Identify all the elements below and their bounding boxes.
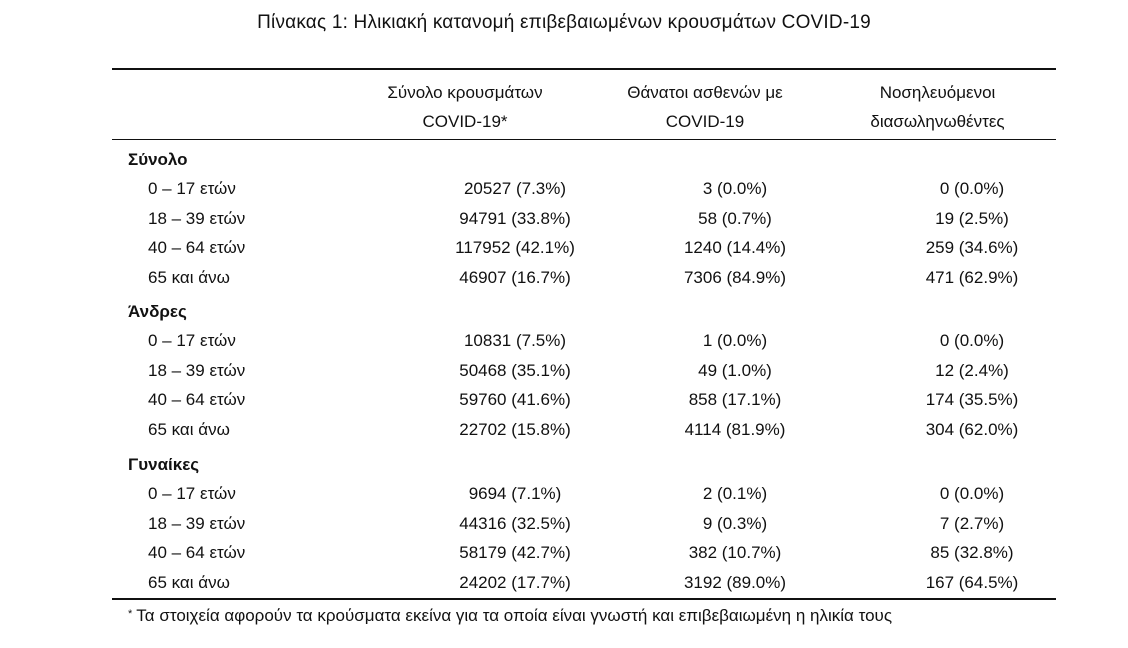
header-line: Θάνατοι ασθενών με xyxy=(627,83,783,102)
header-line: Σύνολο κρουσμάτων xyxy=(387,83,543,102)
cases-cell: 24202 (17.7%) xyxy=(459,572,571,592)
cases-cell: 59760 (41.6%) xyxy=(459,390,571,410)
age-label: 18 – 39 ετών xyxy=(148,513,246,533)
deaths-cell: 58 (0.7%) xyxy=(698,208,772,228)
cases-cell: 58179 (42.7%) xyxy=(459,543,571,563)
intubated-cell: 7 (2.7%) xyxy=(939,513,1005,533)
cases-cell: 117952 (42.1%) xyxy=(455,238,575,258)
age-label: 40 – 64 ετών xyxy=(148,390,246,410)
table-row xyxy=(112,479,1056,508)
group-heading: Σύνολο xyxy=(128,150,188,169)
deaths-cell: 4114 (81.9%) xyxy=(684,419,786,439)
table-row xyxy=(112,568,1056,597)
age-label: 0 – 17 ετών xyxy=(148,331,236,350)
header-total-cases xyxy=(355,78,575,136)
deaths-cell: 49 (1.0%) xyxy=(698,360,772,380)
intubated-cell: 471 (62.9%) xyxy=(925,267,1019,287)
deaths-cell: 2 (0.1%) xyxy=(702,484,768,503)
deaths-cell: 3192 (89.0%) xyxy=(683,572,787,592)
header-line: COVID-19 xyxy=(665,112,745,131)
group-heading: Άνδρες xyxy=(128,302,187,321)
intubated-cell: 259 (34.6%) xyxy=(925,238,1019,258)
group-heading: Γυναίκες xyxy=(128,455,200,474)
age-label: 18 – 39 ετών xyxy=(148,208,246,228)
table-row xyxy=(112,204,1056,233)
cases-cell: 94791 (33.8%) xyxy=(459,208,571,228)
age-label: 40 – 64 ετών xyxy=(148,238,246,258)
footnote-text: Τα στοιχεία αφορούν τα κρούσματα εκείνα για τα οποία είναι γνωστή και επιβεβαιωμένη η ηλικία τους xyxy=(136,606,893,625)
table-row xyxy=(112,509,1056,538)
cases-cell: 10831 (7.5%) xyxy=(463,331,567,350)
deaths-cell: 382 (10.7%) xyxy=(688,543,782,563)
intubated-cell: 0 (0.0%) xyxy=(939,179,1005,198)
footnote xyxy=(128,603,892,629)
footnote-marker: * xyxy=(128,608,133,620)
cases-cell: 20527 (7.3%) xyxy=(463,179,567,198)
top-rule xyxy=(112,68,1056,70)
cases-cell: 46907 (16.7%) xyxy=(459,267,571,287)
age-label: 40 – 64 ετών xyxy=(148,543,246,563)
header-deaths xyxy=(585,78,825,136)
age-label: 65 και άνω xyxy=(148,267,230,287)
header-line: Νοσηλευόμενοι xyxy=(879,83,996,102)
intubated-cell: 304 (62.0%) xyxy=(925,419,1019,439)
table-row xyxy=(112,263,1056,292)
table-row xyxy=(112,174,1056,203)
intubated-cell: 19 (2.5%) xyxy=(935,208,1009,228)
table-row xyxy=(112,356,1056,385)
table-row xyxy=(112,538,1056,567)
table-row xyxy=(112,326,1056,355)
age-label: 0 – 17 ετών xyxy=(148,179,236,198)
header-line: COVID-19* xyxy=(422,112,508,131)
intubated-cell: 0 (0.0%) xyxy=(939,484,1005,503)
deaths-cell: 9 (0.3%) xyxy=(702,513,768,533)
intubated-cell: 167 (64.5%) xyxy=(925,572,1019,592)
age-label: 65 και άνω xyxy=(148,419,230,439)
intubated-cell: 174 (35.5%) xyxy=(925,390,1019,410)
cases-cell: 22702 (15.8%) xyxy=(459,419,571,439)
table-row xyxy=(112,385,1056,414)
cases-cell: 9694 (7.1%) xyxy=(468,484,562,503)
table-row xyxy=(112,415,1056,444)
bottom-rule xyxy=(112,598,1056,600)
deaths-cell: 1 (0.0%) xyxy=(702,331,768,350)
header-rule xyxy=(112,139,1056,140)
intubated-cell: 12 (2.4%) xyxy=(935,360,1009,380)
age-label: 65 και άνω xyxy=(148,572,230,592)
deaths-cell: 3 (0.0%) xyxy=(702,179,768,198)
table-title: Πίνακας 1: Ηλικιακή κατανομή επιβεβαιωμένων κρουσμάτων COVID-19 xyxy=(257,12,871,33)
deaths-cell: 7306 (84.9%) xyxy=(683,267,787,287)
age-label: 0 – 17 ετών xyxy=(148,484,236,503)
cases-cell: 44316 (32.5%) xyxy=(459,513,571,533)
intubated-cell: 85 (32.8%) xyxy=(930,543,1014,563)
deaths-cell: 1240 (14.4%) xyxy=(683,238,787,258)
age-label: 18 – 39 ετών xyxy=(148,360,246,380)
intubated-cell: 0 (0.0%) xyxy=(939,331,1005,350)
deaths-cell: 858 (17.1%) xyxy=(688,390,782,410)
table-row xyxy=(112,233,1056,262)
cases-cell: 50468 (35.1%) xyxy=(459,360,571,380)
header-line: διασωληνωθέντες xyxy=(870,112,1005,131)
header-intubated xyxy=(830,78,1045,136)
